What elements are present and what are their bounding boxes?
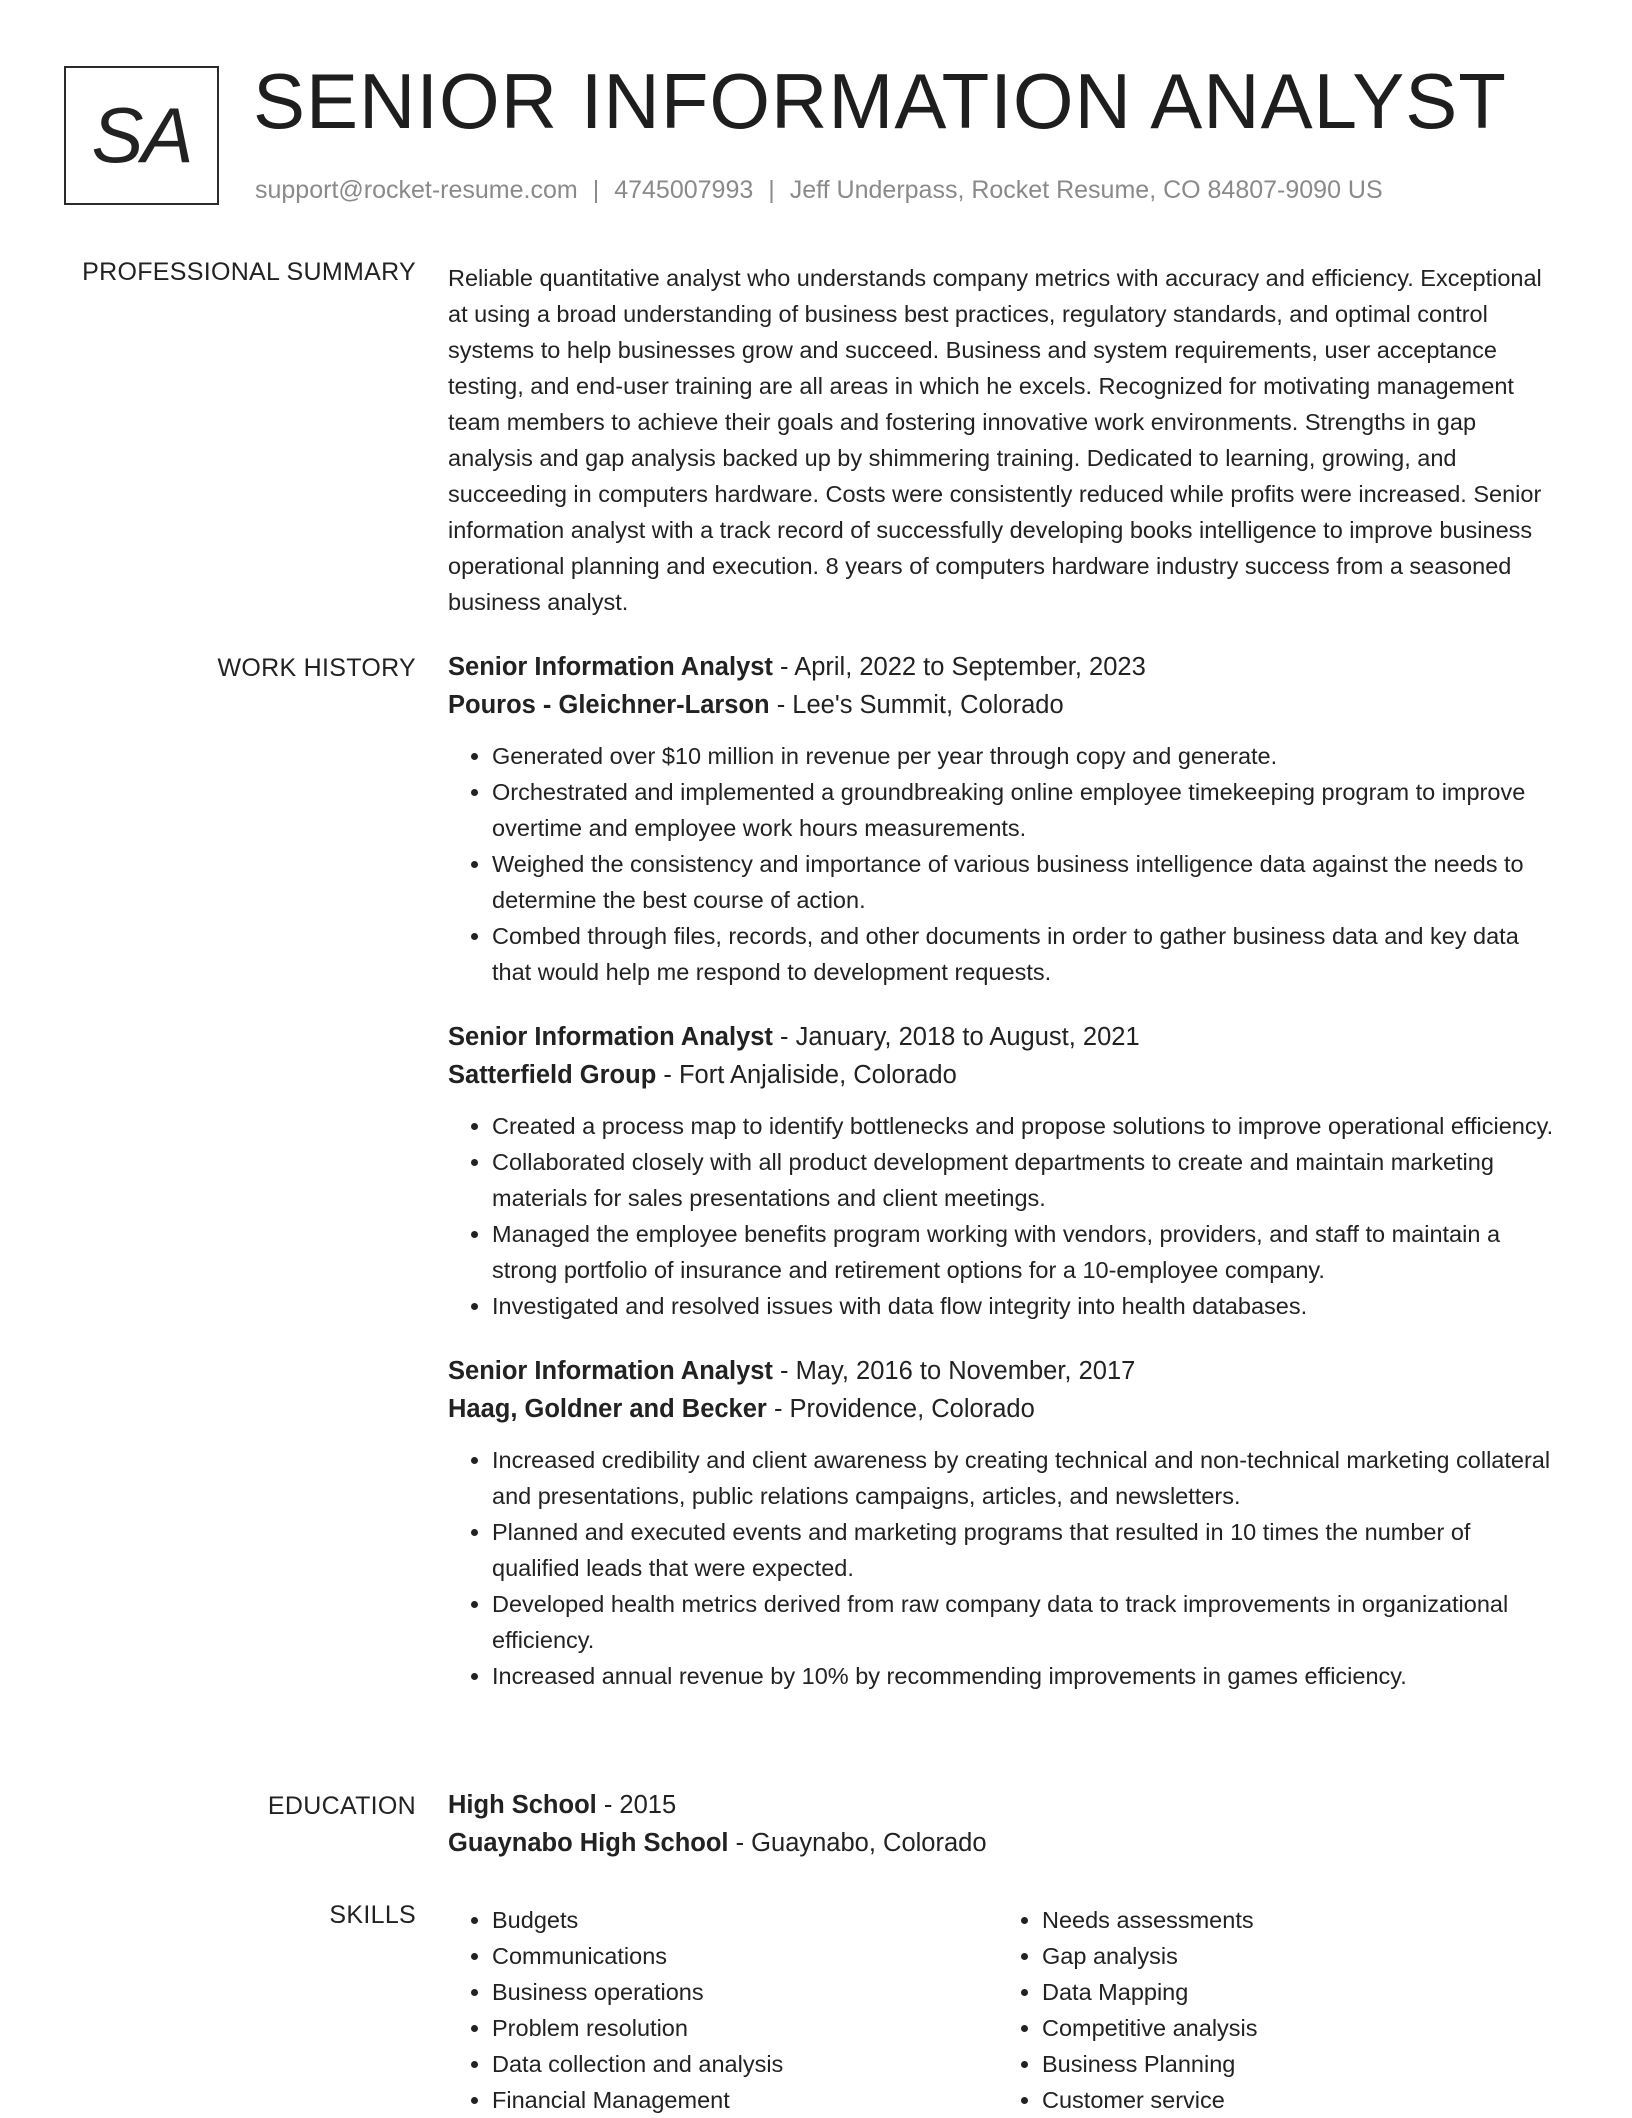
- monogram-logo: SA: [64, 66, 219, 205]
- education-degree: High School: [448, 1791, 597, 1819]
- skill-item: • Customer service: [1042, 2082, 1548, 2118]
- job-entry: [448, 1352, 1563, 1694]
- job-bullet: • Combed through files, records, and other documents in order to gather business data and key data that would help me respond to development requests.: [492, 918, 1563, 990]
- contact-separator: |: [592, 176, 600, 204]
- job-dates: - April, 2022 to September, 2023: [772, 653, 1146, 681]
- job-bullet: • Managed the employee benefits program working with vendors, providers, and staff to maintain a strong portfolio of insurance and retirement options for a 10-employee company.: [492, 1216, 1563, 1288]
- skill-item: • Needs assessments: [1042, 1902, 1548, 1938]
- job-entry: [448, 1018, 1563, 1324]
- education-school: Guaynabo High School: [448, 1829, 729, 1857]
- section-label-education: EDUCATION: [267, 1792, 416, 1820]
- skill-item: • Business operations: [492, 1974, 998, 2010]
- skill-item: • Competitive analysis: [1042, 2010, 1548, 2046]
- skills-body: [448, 1902, 1563, 2118]
- job-bullet: • Orchestrated and implemented a groundbreaking online employee timekeeping program to improve overtime and employee work hours measurements.: [492, 774, 1563, 846]
- education-school-line: [448, 1824, 1563, 1862]
- job-bullets: [448, 1108, 1563, 1324]
- job-location: - Providence, Colorado: [766, 1395, 1035, 1423]
- job-title: Senior Information Analyst: [448, 1357, 773, 1385]
- job-bullet: • Generated over $10 million in revenue per year through copy and generate.: [492, 738, 1563, 774]
- job-bullet: • Increased credibility and client awareness by creating technical and non-technical marketing collateral and presentations, public relations campaigns, articles, and newsletters.: [492, 1442, 1563, 1514]
- education-body: [448, 1786, 1563, 1862]
- job-dates: - January, 2018 to August, 2021: [772, 1023, 1140, 1051]
- job-title: Senior Information Analyst: [448, 653, 773, 681]
- contact-address: Jeff Underpass, Rocket Resume, CO 84807-9090 US: [789, 176, 1383, 204]
- job-location: - Lee's Summit, Colorado: [769, 691, 1064, 719]
- contact-line: [255, 176, 1383, 205]
- section-label-summary: PROFESSIONAL SUMMARY: [82, 258, 416, 286]
- job-bullets: [448, 1442, 1563, 1694]
- job-bullet: • Increased annual revenue by 10% by recommending improvements in games efficiency.: [492, 1658, 1563, 1694]
- job-company-line: [448, 1056, 1563, 1094]
- section-label-work-history: WORK HISTORY: [217, 654, 416, 682]
- job-bullets: [448, 738, 1563, 990]
- job-company-line: [448, 686, 1563, 724]
- skill-item: • Gap analysis: [1042, 1938, 1548, 1974]
- job-bullet: • Collaborated closely with all product development departments to create and maintain marketing materials for sales presentations and client meetings.: [492, 1144, 1563, 1216]
- skill-item: • Communications: [492, 1938, 998, 1974]
- section-label-skills: SKILLS: [329, 1901, 416, 1929]
- summary-text: Reliable quantitative analyst who understands company metrics with accuracy and efficiency. Exceptional at using a broad understanding of business best practices, regulatory standards, and optimal control systems to help businesses grow and succeed. Business and system requirements, user acceptance testing, and end-user training are all areas in which he excels. Recognized for motivating management team members to achieve their goals and fostering innovative work environments. Strengths in gap analysis and gap analysis backed up by shimmering training. Dedicated to learning, growing, and succeeding in computers hardware. Costs were consistently reduced while profits were increased. Senior information analyst with a track record of successfully developing books intelligence to improve business operational planning and execution. 8 years of computers hardware industry success from a seasoned business analyst.: [448, 265, 1542, 615]
- page-title: SENIOR INFORMATION ANALYST: [253, 57, 1507, 145]
- job-title: Senior Information Analyst: [448, 1023, 773, 1051]
- job-company: Pouros - Gleichner-Larson: [448, 691, 770, 719]
- skills-columns: [448, 1902, 1563, 2118]
- job-location: - Fort Anjaliside, Colorado: [656, 1061, 957, 1089]
- job-bullet: • Developed health metrics derived from raw company data to track improvements in organizational efficiency.: [492, 1586, 1563, 1658]
- skill-item: • Problem resolution: [492, 2010, 998, 2046]
- contact-email: support@rocket-resume.com: [255, 176, 578, 204]
- job-bullet: • Created a process map to identify bottlenecks and propose solutions to improve operational efficiency.: [492, 1108, 1563, 1144]
- job-dates: - May, 2016 to November, 2017: [772, 1357, 1136, 1385]
- contact-phone: 4745007993: [614, 176, 754, 204]
- skill-item: • Financial Management: [492, 2082, 998, 2118]
- job-bullet: • Weighed the consistency and importance of various business intelligence data against the needs to determine the best course of action.: [492, 846, 1563, 918]
- job-title-line: [448, 1352, 1563, 1390]
- job-bullet: • Investigated and resolved issues with data flow integrity into health databases.: [492, 1288, 1563, 1324]
- skills-list-right: [998, 1902, 1548, 2118]
- job-title-line: [448, 648, 1563, 686]
- contact-separator: |: [768, 176, 775, 204]
- skill-item: • Data collection and analysis: [492, 2046, 998, 2082]
- education-degree-line: [448, 1786, 1563, 1824]
- work-history-body: [448, 648, 1563, 1694]
- education-location: - Guaynabo, Colorado: [728, 1829, 987, 1857]
- education-year: - 2015: [596, 1791, 677, 1819]
- job-company: Satterfield Group: [448, 1061, 657, 1089]
- skill-item: • Data Mapping: [1042, 1974, 1548, 2010]
- job-title-line: [448, 1018, 1563, 1056]
- skills-list-left: [448, 1902, 998, 2118]
- job-company: Haag, Goldner and Becker: [448, 1395, 767, 1423]
- job-bullet: • Planned and executed events and marketing programs that resulted in 10 times the number of qualified leads that were expected.: [492, 1514, 1563, 1586]
- summary-body: [448, 260, 1563, 620]
- skill-item: • Business Planning: [1042, 2046, 1548, 2082]
- job-company-line: [448, 1390, 1563, 1428]
- skill-item: • Budgets: [492, 1902, 998, 1938]
- job-entry: [448, 648, 1563, 990]
